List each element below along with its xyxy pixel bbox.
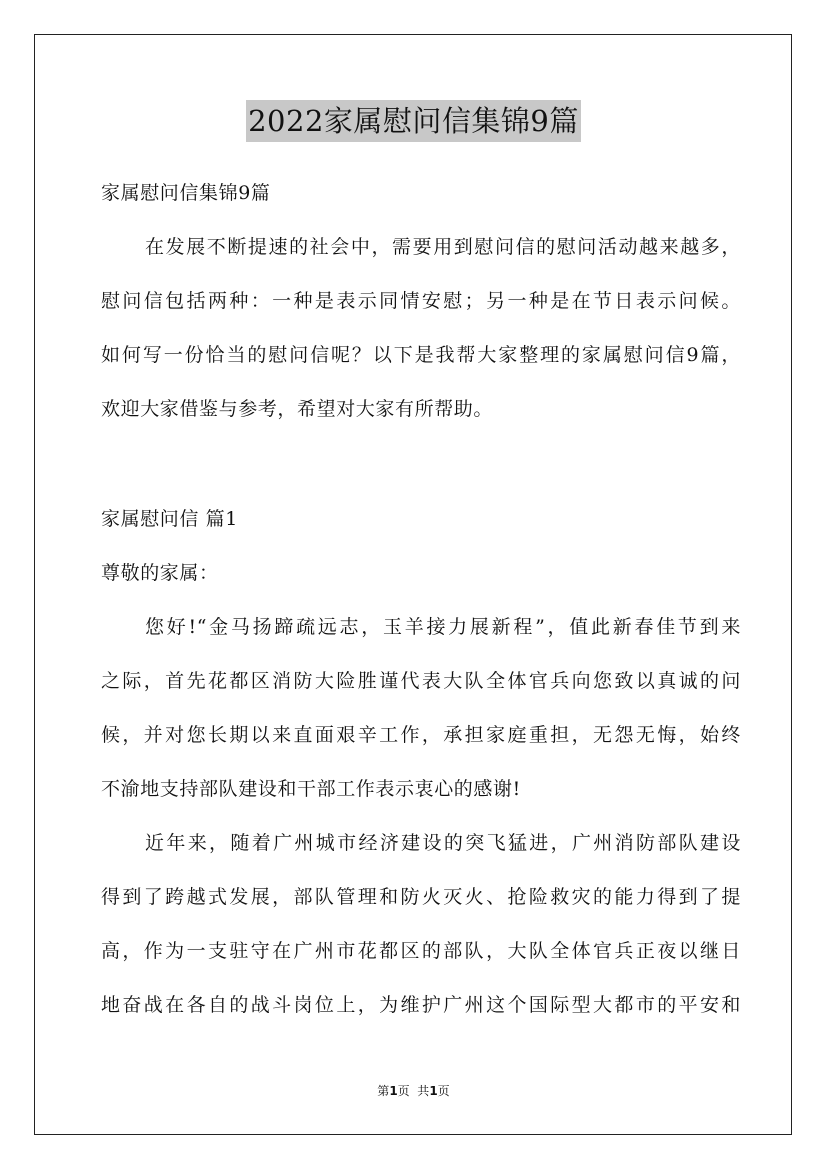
footer-page-mid: 页 共 [397, 1084, 430, 1098]
footer-page-prefix: 第 [377, 1084, 390, 1098]
footer-page-current: 1 [389, 1084, 398, 1098]
para2-line-4: 地奋战在各自的战斗岗位上，为维护广州这个国际型大都市的平安和 [101, 994, 741, 1016]
para1-line-3: 候，并对您长期以来直面艰辛工作，承担家庭重担，无怨无悔，始终 [101, 724, 741, 746]
intro-line-2: 慰问信包括两种：一种是表示同情安慰；另一种是在节日表示问候。 [101, 290, 741, 312]
title-wrap [0, 100, 827, 142]
document-title: 2022家属慰问信集锦9篇 [246, 100, 581, 142]
subtitle: 家属慰问信集锦9篇 [101, 182, 271, 204]
para1-line-1: 您好!“金马扬蹄疏远志，玉羊接力展新程”，值此新春佳节到来 [145, 616, 741, 638]
section-heading: 家属慰问信 篇1 [101, 508, 238, 530]
intro-line-4: 欢迎大家借鉴与参考，希望对大家有所帮助。 [101, 398, 494, 420]
para2-line-3: 高，作为一支驻守在广州市花都区的部队，大队全体官兵正夜以继日 [101, 940, 741, 962]
page-footer [0, 1083, 827, 1099]
intro-line-3: 如何写一份恰当的慰问信呢？以下是我帮大家整理的家属慰问信9篇， [101, 344, 741, 366]
para2-line-1: 近年来，随着广州城市经济建设的突飞猛进，广州消防部队建设 [145, 832, 741, 854]
footer-page-suffix: 页 [437, 1084, 450, 1098]
para1-line-4: 不渝地支持部队建设和干部工作表示衷心的感谢! [101, 778, 521, 800]
para2-line-2: 得到了跨越式发展，部队管理和防火灭火、抢险救灾的能力得到了提 [101, 886, 741, 908]
salutation: 尊敬的家属： [101, 562, 219, 584]
para1-line-2: 之际，首先花都区消防大险胜谨代表大队全体官兵向您致以真诚的问 [101, 670, 741, 692]
intro-line-1: 在发展不断提速的社会中，需要用到慰问信的慰问活动越来越多， [145, 236, 741, 258]
footer-page-total: 1 [429, 1084, 438, 1098]
